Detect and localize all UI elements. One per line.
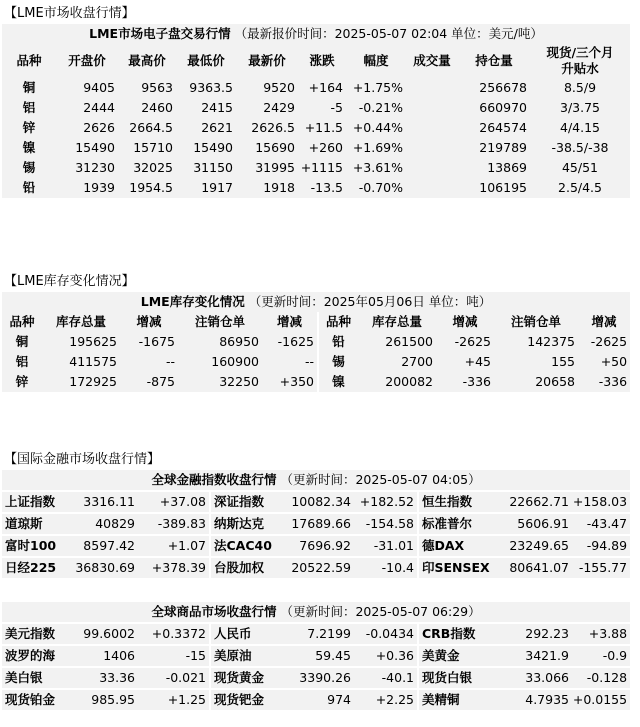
index-change: +182.52 [354, 491, 418, 513]
low-price: 31150 [193, 160, 233, 175]
index-name: 日经225 [2, 557, 64, 579]
metal-name: 锡 [318, 352, 358, 372]
lme-market-row [2, 178, 630, 198]
header-cell: 幅度 [363, 53, 389, 68]
total-stock: 195625 [69, 334, 117, 349]
metal-name: 铜 [22, 80, 36, 95]
lme-market-caption-note: （最新报价时间：2025-05-07 02:04 单位：美元/吨） [234, 26, 543, 41]
index-value: 20522.59 [282, 557, 354, 579]
commodities-caption-title: 全球商品市场收盘行情 [151, 604, 277, 619]
stock-change: -- [165, 354, 175, 369]
open-price: 15490 [75, 140, 115, 155]
index-change: -389.83 [138, 513, 210, 535]
index-name: 恒生指数 [418, 491, 496, 513]
lme-inventory-row [2, 372, 630, 392]
finance-index-row [2, 557, 630, 579]
index-change: -155.77 [572, 557, 630, 579]
last-price: 1918 [263, 180, 295, 195]
index-value: 3421.9 [496, 645, 572, 667]
change-percent: +1.75% [352, 80, 403, 95]
volume [406, 158, 458, 178]
total-stock: 172925 [69, 374, 117, 389]
index-change: -0.0434 [354, 623, 418, 645]
metal-name: 铅 [22, 180, 36, 195]
index-name: 美元指数 [2, 623, 64, 645]
cancelled-warrants: 86950 [219, 334, 259, 349]
index-name: 上证指数 [2, 491, 64, 513]
lme-inventory-table [2, 292, 630, 392]
commodities-caption [2, 602, 630, 623]
cancelled-change: -2625 [590, 334, 628, 349]
total-stock: 2700 [401, 354, 433, 369]
metal-name: 锌 [15, 374, 29, 389]
commodities-table-block [2, 602, 630, 712]
lme-inventory-caption [2, 292, 630, 312]
cancelled-change: -336 [598, 374, 628, 389]
index-name: 波罗的海 [2, 645, 64, 667]
index-value: 33.36 [64, 667, 138, 689]
low-price: 15490 [193, 140, 233, 155]
lme-inventory-row [2, 332, 630, 352]
header-cell: 持仓量 [475, 53, 513, 68]
index-change: -0.9 [572, 645, 630, 667]
index-change: +1.25 [138, 689, 210, 711]
commodities-caption-prefix: （更新时间： [280, 604, 356, 619]
commodity-row [2, 689, 630, 711]
metal-name: 锌 [22, 120, 36, 135]
index-value: 17689.66 [282, 513, 354, 535]
cash-3m-spread: 4/4.15 [560, 120, 600, 135]
lme-market-table-block [2, 24, 630, 198]
index-name: 美原油 [210, 645, 282, 667]
volume [406, 98, 458, 118]
total-stock: 200082 [385, 374, 433, 389]
index-name: 深证指数 [210, 491, 282, 513]
index-change: +37.08 [138, 491, 210, 513]
commodity-row [2, 667, 630, 689]
lme-market-row [2, 158, 630, 178]
index-value: 1406 [64, 645, 138, 667]
index-change: +2.25 [354, 689, 418, 711]
volume [406, 178, 458, 198]
index-value: 36830.69 [64, 557, 138, 579]
open-price: 2444 [83, 100, 115, 115]
index-value: 99.6002 [64, 623, 138, 645]
index-name: 印SENSEX [418, 557, 496, 579]
cash-3m-spread: 2.5/4.5 [558, 180, 602, 195]
open-interest: 219789 [479, 140, 527, 155]
high-price: 2460 [141, 100, 173, 115]
metal-name: 铜 [15, 334, 29, 349]
index-value: 4.7935 [496, 689, 572, 711]
header-cell: 注销仓单 [194, 314, 245, 329]
commodities-caption-note: 2025-05-07 06:29） [355, 604, 481, 619]
index-value: 292.23 [496, 623, 572, 645]
index-change: -94.89 [572, 535, 630, 557]
last-price: 2626.5 [251, 120, 295, 135]
cancelled-change: -1625 [277, 334, 314, 349]
open-interest: 13869 [487, 160, 527, 175]
index-name: 现货黄金 [210, 667, 282, 689]
index-name: 人民币 [210, 623, 282, 645]
metal-name: 镍 [22, 140, 36, 155]
index-change: -154.58 [354, 513, 418, 535]
index-name: 台股加权 [210, 557, 282, 579]
open-interest: 264574 [479, 120, 527, 135]
cash-3m-spread: 45/51 [561, 160, 599, 175]
header-cell: 库存总量 [371, 314, 422, 329]
index-name: 德DAX [418, 535, 496, 557]
low-price: 9363.5 [189, 80, 233, 95]
change-percent: +3.61% [352, 160, 403, 175]
index-value: 974 [282, 689, 354, 711]
high-price: 1954.5 [129, 180, 173, 195]
header-cell: 最高价 [128, 53, 166, 68]
price-change: +1115 [300, 160, 343, 175]
index-change: -10.4 [354, 557, 418, 579]
index-value: 7696.92 [282, 535, 354, 557]
last-price: 31995 [255, 160, 295, 175]
cash-3m-spread: 8.5/9 [563, 80, 597, 95]
header-cell: 增减 [136, 314, 162, 329]
lme-market-table [2, 24, 630, 198]
index-value: 10082.34 [282, 491, 354, 513]
index-name: 道琼斯 [2, 513, 64, 535]
high-price: 9563 [141, 80, 173, 95]
cancelled-change: +350 [279, 374, 314, 389]
lme-market-row [2, 118, 630, 138]
index-value: 59.45 [282, 645, 354, 667]
total-stock: 261500 [385, 334, 433, 349]
index-value: 3316.11 [64, 491, 138, 513]
index-change: +0.36 [354, 645, 418, 667]
header-cell-spread [530, 44, 630, 78]
volume [406, 78, 458, 98]
header-spread-line1: 现货/三个月 [546, 45, 614, 60]
stock-change: -875 [146, 374, 175, 389]
total-stock: 411575 [69, 354, 117, 369]
intl-finance-section-title: 【国际金融市场收盘行情】 [4, 452, 161, 467]
last-price: 2429 [263, 100, 295, 115]
index-value: 23249.65 [496, 535, 572, 557]
open-interest: 256678 [479, 80, 527, 95]
stock-change: -2625 [454, 334, 491, 349]
last-price: 9520 [263, 80, 295, 95]
cancelled-change: -- [304, 354, 314, 369]
open-price: 9405 [83, 80, 115, 95]
header-cell: 成交量 [413, 53, 451, 68]
volume [406, 118, 458, 138]
open-price: 31230 [75, 160, 115, 175]
header-cell: 最低价 [187, 53, 225, 68]
index-change: +3.88 [572, 623, 630, 645]
cancelled-warrants: 160900 [211, 354, 259, 369]
index-change: +0.0155 [572, 689, 630, 711]
header-cell: 品种 [16, 53, 42, 68]
lme-inventory-section-title: 【LME库存变化情况】 [4, 274, 135, 289]
index-change: +378.39 [138, 557, 210, 579]
metal-name: 铝 [22, 100, 36, 115]
index-name: 法CAC40 [210, 535, 282, 557]
lme-market-section-title: 【LME市场收盘行情】 [4, 6, 135, 21]
index-name: 标准普尔 [418, 513, 496, 535]
index-change: +158.03 [572, 491, 630, 513]
header-cell: 涨跌 [309, 53, 335, 68]
index-change: -43.47 [572, 513, 630, 535]
price-change: +164 [308, 80, 343, 95]
intl-finance-table-block [2, 470, 630, 580]
change-percent: +0.44% [352, 120, 403, 135]
intl-finance-caption-note: （更新时间：2025-05-07 04:05） [280, 472, 481, 487]
change-percent: -0.70% [358, 180, 403, 195]
intl-finance-caption [2, 470, 630, 491]
index-value: 985.95 [64, 689, 138, 711]
high-price: 15710 [133, 140, 173, 155]
index-value: 40829 [64, 513, 138, 535]
header-cell: 品种 [9, 314, 35, 329]
price-change: -5 [330, 100, 343, 115]
lme-inventory-table-block [2, 292, 630, 392]
change-percent: +1.69% [352, 140, 403, 155]
header-cell: 品种 [318, 312, 358, 332]
lme-inventory-row [2, 352, 630, 372]
metal-name: 铅 [318, 332, 358, 352]
lme-market-header-row [2, 44, 630, 78]
index-change: -15 [138, 645, 210, 667]
cash-3m-spread: -38.5/-38 [551, 140, 609, 155]
stock-change: -1675 [138, 334, 175, 349]
metal-name: 铝 [15, 354, 29, 369]
index-value: 33.066 [496, 667, 572, 689]
index-name: 富时100 [2, 535, 64, 557]
last-price: 15690 [255, 140, 295, 155]
open-price: 2626 [83, 120, 115, 135]
lme-market-row [2, 78, 630, 98]
lme-inventory-caption-title: LME库存变化情况 [140, 294, 245, 309]
index-value: 3390.26 [282, 667, 354, 689]
index-value: 7.2199 [282, 623, 354, 645]
price-change: -13.5 [310, 180, 343, 195]
price-change: +260 [308, 140, 343, 155]
metal-name: 锡 [22, 160, 36, 175]
header-cell: 最新价 [248, 53, 286, 68]
stock-change: -336 [462, 374, 491, 389]
volume [406, 138, 458, 158]
index-name: CRB指数 [418, 623, 496, 645]
commodity-row [2, 645, 630, 667]
low-price: 2415 [201, 100, 233, 115]
metal-name: 镍 [318, 372, 358, 392]
cancelled-warrants: 32250 [219, 374, 259, 389]
lme-market-row [2, 138, 630, 158]
price-change: +11.5 [304, 120, 343, 135]
cancelled-warrants: 155 [551, 354, 575, 369]
finance-index-row [2, 535, 630, 557]
commodities-table [2, 602, 630, 712]
low-price: 1917 [201, 180, 233, 195]
intl-finance-caption-title: 全球金融指数收盘行情 [151, 472, 277, 487]
header-spread-line2: 升贴水 [561, 61, 599, 76]
header-cell: 增减 [276, 314, 302, 329]
index-change: -40.1 [354, 667, 418, 689]
cancelled-warrants: 142375 [527, 334, 575, 349]
index-name: 现货钯金 [210, 689, 282, 711]
index-value: 22662.71 [496, 491, 572, 513]
index-value: 80641.07 [496, 557, 572, 579]
cancelled-warrants: 20658 [535, 374, 575, 389]
index-name: 现货铂金 [2, 689, 64, 711]
header-cell: 注销仓单 [510, 314, 561, 329]
index-change: +1.07 [138, 535, 210, 557]
commodity-row [2, 623, 630, 645]
open-interest: 106195 [479, 180, 527, 195]
open-price: 1939 [83, 180, 115, 195]
index-value: 5606.91 [496, 513, 572, 535]
lme-market-caption [2, 24, 630, 44]
index-name: 美精铜 [418, 689, 496, 711]
index-change: -0.021 [138, 667, 210, 689]
header-cell: 库存总量 [55, 314, 106, 329]
lme-market-caption-title: LME市场电子盘交易行情 [89, 26, 231, 41]
lme-inventory-header-row [2, 312, 630, 332]
high-price: 32025 [133, 160, 173, 175]
high-price: 2664.5 [129, 120, 173, 135]
index-name: 现货白银 [418, 667, 496, 689]
index-change: +0.3372 [138, 623, 210, 645]
index-value: 8597.42 [64, 535, 138, 557]
low-price: 2621 [201, 120, 233, 135]
cancelled-change: +50 [600, 354, 628, 369]
header-cell: 开盘价 [68, 53, 106, 68]
index-name: 美黄金 [418, 645, 496, 667]
open-interest: 660970 [479, 100, 527, 115]
finance-index-row [2, 513, 630, 535]
cash-3m-spread: 3/3.75 [560, 100, 600, 115]
lme-inventory-caption-note: （更新时间：2025年05月06日 单位：吨） [248, 294, 492, 309]
header-cell: 增减 [452, 314, 478, 329]
header-cell: 增减 [591, 314, 617, 329]
index-change: -0.128 [572, 667, 630, 689]
stock-change: +45 [464, 354, 491, 369]
index-name: 纳斯达克 [210, 513, 282, 535]
index-name: 美白银 [2, 667, 64, 689]
finance-index-row [2, 491, 630, 513]
index-change: -31.01 [354, 535, 418, 557]
lme-market-row [2, 98, 630, 118]
change-percent: -0.21% [358, 100, 403, 115]
intl-finance-table [2, 470, 630, 580]
